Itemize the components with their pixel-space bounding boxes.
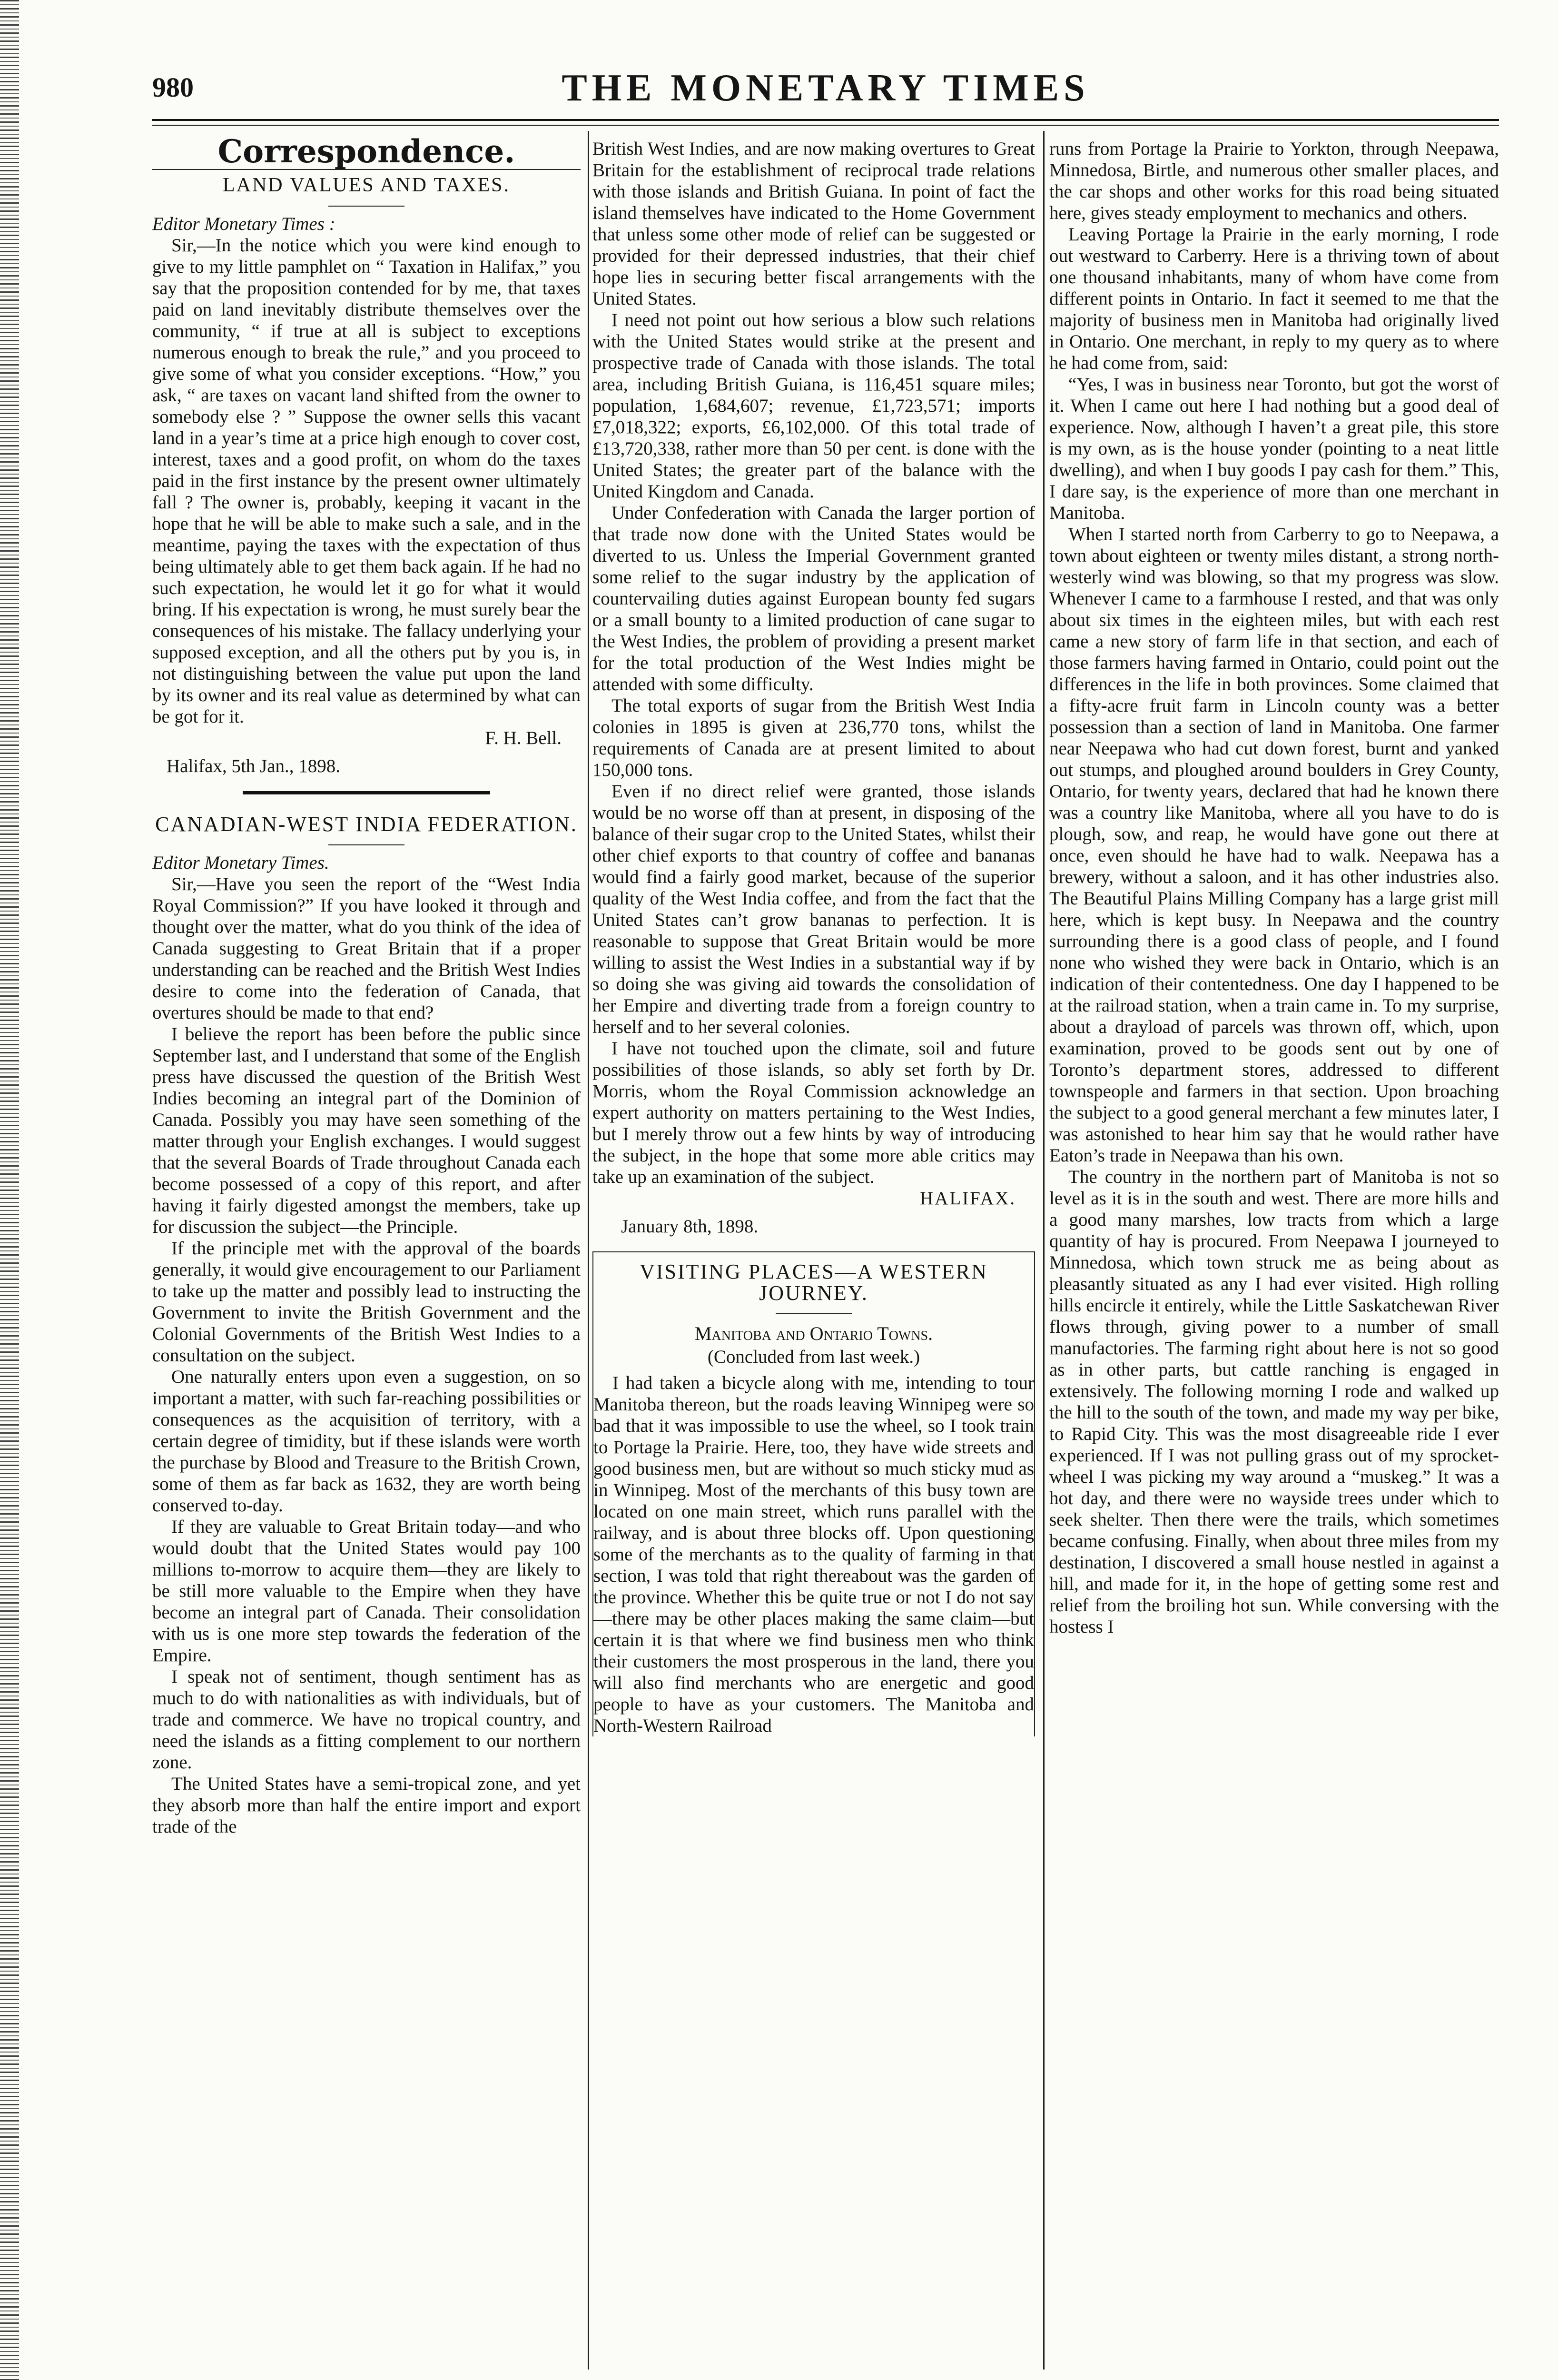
letter-paragraph: Sir,—Have you seen the report of the “West India Royal Commission?” If you have looked it through and thought over the matter, what do you think of the idea of Canada suggesting to Great Britain that if a proper understanding can be reached and the British West Indies desire to come into the federation of Canada, that overtures should be made to that end? [152, 874, 581, 1023]
dateline: Halifax, 5th Jan., 1898. [167, 756, 341, 776]
letter-heading: CANADIAN-WEST INDIA FEDERATION. [155, 813, 578, 836]
salutation: Editor Monetary Times : [152, 214, 335, 234]
section-title: Correspondence. [217, 133, 515, 170]
letter-paragraph: The total exports of sugar from the British West India colonies in 1895 is given at 236,770 tons, whilst the requirements of Canada are at present limited to about 150,000 tons. [592, 695, 1035, 780]
letter-paragraph: Sir,—In the notice which you were kind enough to give to my little pamphlet on “ Taxation in Halifax,” you say that the proposition contended for by me, that taxes paid on land inevitably distribute themselves over the community, “ if true at all is subject to exceptions numerous enough to break the rule,” and you proceed to give some of what you consider exceptions. “How,” you ask, “ are taxes on vacant land shifted from the owner to somebody else ? ” Suppose the owner sells this vacant land in a year’s time at a price high enough to cover cost, interest, taxes and a good profit, on whom do the taxes paid in the first instance by the present owner ultimately fall ? The owner is, probably, keeping it vacant in the hope that he will be able to make such a sale, and in the meantime, paying the taxes with the expectation of thus being ultimately able to get them back again. If he had no such expectation, he would let it go for what it would bring. If his expectation is wrong, he must surely bear the consequences of his mistake. The fallacy underlying your supposed exception, and all the others put by you is, in not distinguishing between the value put upon the land by its owner and its real value as determined by what can be got for it. [152, 235, 581, 727]
publication-title: THE MONETARY TIMES [562, 67, 1090, 109]
letter-paragraph: I need not point out how serious a blow such relations with the United States would strike at the present and prospective trade of Canada with those islands. The total area, including British Guiana, is 116,451 square miles; population, 1,684,607; revenue, £1,723,571; imports £7,018,322; exports, £6,102,000. Of this total trade of £13,720,338, rather more than 50 per cent. is done with the United States; the greater part of the balance with the United Kingdom and Canada. [592, 310, 1035, 502]
letter-paragraph: The United States have a semi-tropical zone, and yet they absorb more than half the entire import and export trade of the [152, 1774, 581, 1837]
article-paragraph: I had taken a bicycle along with me, intending to tour Manitoba thereon, but the roads leaving Winnipeg were so bad that it was impossible to use the wheel, so I took train to Portage la Prairie. Here, too, they have wide streets and good business men, but are without so much sticky mud as in Winnipeg. Most of the merchants of this busy town are located on one main street, which runs parallel with the railway, and is about three blocks off. Upon questioning some of the merchants as to the quality of farming in that section, I was told that right thereabout was the garden of the province. Whether this be quite true or not I do not say—there may be other places making the same claim—but certain it is that where we find business men who think their customers the most prosperous in the land, there you will also find merchants who are energetic and good people to have as your customers. The Manitoba and North-Western Railroad [593, 1373, 1034, 1736]
dateline: January 8th, 1898. [621, 1216, 759, 1237]
salutation: Editor Monetary Times. [152, 853, 329, 873]
article-paragraph: “Yes, I was in business near Toronto, but got the worst of it. When I came out here I had nothing but a good deal of experience. Now, although I haven’t a great pile, this store is my own, as is the house yonder (pointing to a neat little dwelling), and when I buy goods I pay cash for them.” This, I dare say, is the experience of more than one merchant in Manitoba. [1049, 374, 1499, 523]
article-paragraph: runs from Portage la Prairie to Yorkton, through Neepawa, Minnedosa, Birtle, and numerous other smaller places, and the car shops and other works for this road being situated here, gives steady employment to mechanics and others. [1049, 139, 1499, 223]
signature: HALIFAX. [919, 1188, 1016, 1209]
letter-paragraph: I believe the report has been before the public since September last, and I understand that some of the English press have discussed the question of the British West Indies becoming an integral part of the Dominion of Canada. Possibly you may have seen something of the matter through your English exchanges. I would suggest that the several Boards of Trade throughout Canada each become possessed of a copy of this report, and after having it fairly digested amongst the members, take up for discussion the subject—the Principle. [152, 1024, 581, 1237]
letter-paragraph: Under Confederation with Canada the larger portion of that trade now done with the United States would be diverted to us. Unless the Imperial Government granted some relief to the sugar industry by the application of countervailing duties against European bounty fed sugars or a small bounty to a limited production of cane sugar to the West Indies, the problem of providing a present market for the total production of the West Indies might be attended with some difficulty. [592, 503, 1035, 694]
masthead [152, 67, 1499, 114]
masthead-rule-thin [152, 125, 1499, 126]
letter-paragraph: If the principle met with the approval of the boards generally, it would give encouragement to our Parliament to take up the matter and possibly lead to instructing the Government to invite the British Government and the Colonial Governments of the British West Indies to a consultation on the subject. [152, 1238, 581, 1366]
letter-paragraph: If they are valuable to Great Britain today—and who would doubt that the United States would pay 100 millions to-morrow to acquire them—they are likely to be still more valuable to the Empire when they have become an integral part of Canada. Their consolidation with us is one more step towards the federation of the Empire. [152, 1517, 581, 1666]
letter-heading: LAND VALUES AND TAXES. [222, 174, 511, 196]
article-note: (Concluded from last week.) [707, 1347, 920, 1367]
divider [328, 206, 404, 207]
letter-paragraph: British West Indies, and are now making overtures to Great Britain for the establishment of reciprocal trade relations with those islands and British Guiana. In point of fact the island themselves have indicated to the Home Government that unless some other mode of relief can be suggested or provided for their depressed industries, that their chief hope lies in securing better fiscal arrangements with the United States. [592, 139, 1035, 309]
article-box [592, 1251, 1035, 1736]
page-number: 980 [152, 72, 194, 103]
column-divider-2 [1043, 131, 1045, 2370]
signature: F. H. Bell. [485, 728, 562, 748]
binding-edge [0, 0, 19, 2380]
column-divider-1 [588, 131, 589, 2370]
column-3 [1049, 138, 1499, 1637]
column-1 [152, 133, 581, 1837]
article-paragraph: The country in the northern part of Manitoba is not so level as it is in the south and west. There are more hills and a good many marshes, low tracts from which a large quantity of hay is procured. From Neepawa I journeyed to Minnedosa, which town struck me as being about as pleasantly situated as any I had ever visited. High rolling hills encircle it entirely, while the Little Saskatchewan River flows through, giving power to a number of small manufactories. The farming right about here is not so good as in other parts, but cattle ranching is engaged in extensively. The following morning I rode and walked up the hill to the south of the town, and made my way per bike, to Rapid City. This was the most disagreeable ride I ever experienced. If I was not pulling grass out of my sprocket-wheel I was picking my way around a “muskeg.” It was a hot day, and there were no wayside trees under which to seek shelter. Then there were the trails, which sometimes became confusing. Finally, when about three miles from my destination, I discovered a small house nestled in against a hill, and made for it, in the hope of getting some rest and relief from the broiling hot sun. While conversing with the hostess I [1049, 1167, 1499, 1637]
letter-paragraph: One naturally enters upon even a suggestion, on so important a matter, with such far-reaching possibilities or consequences as the acquisition of territory, with a certain degree of timidity, but if these islands were worth the purchase by Blood and Treasure to the British Crown, some of them as far back as 1632, they are worth being conserved to-day. [152, 1367, 581, 1516]
column-2 [592, 138, 1035, 1736]
divider [776, 1313, 852, 1314]
article-paragraph: Leaving Portage la Prairie in the early morning, I rode out westward to Carberry. Here is a thriving town of about one thousand inhabitants, many of whom have come from different points in Ontario. In fact it seemed to me that the majority of business men in Manitoba had originally lived in Ontario. One merchant, in reply to my query as to where he had come from, said: [1049, 224, 1499, 373]
section-rule [243, 791, 490, 794]
letter-paragraph: I speak not of sentiment, though sentiment has as much to do with nationalities as with individuals, but of trade and commerce. We have no tropical country, and need the islands as a fitting complement to our northern zone. [152, 1666, 581, 1773]
masthead-rule [152, 119, 1499, 121]
divider [328, 844, 404, 845]
letter-paragraph: Even if no direct relief were granted, those islands would be no worse off than at present, in disposing of the balance of their sugar crop to the United States, whilst their other chief exports to that country of coffee and bananas would find a fairly good market, because of the superior quality of the West India coffee, and from the fact that the United States can’t grow bananas to perfection. It is reasonable to suppose that Great Britain would be more willing to assist the West Indies in a substantial way if by so doing she was giving aid towards the consolidation of her Empire and diverting trade from a foreign country to herself and to her several colonies. [592, 781, 1035, 1037]
article-subheading: Manitoba and Ontario Towns. [694, 1323, 933, 1344]
article-paragraph: When I started north from Carberry to go to Neepawa, a town about eighteen or twenty miles distant, a strong north-westerly wind was blowing, so that my progress was slow. Whenever I came to a farmhouse I rested, and that was only about six times in the eighteen miles, but with each rest came a new story of farm life in that section, and each of those farmers having farmed in Ontario, could point out the differences in the life in both provinces. Some claimed that a fifty-acre fruit farm in Lincoln county was a better possession than a section of land in Manitoba. One farmer near Neepawa who had cut down forest, burnt and yanked out stumps, and ploughed around boulders in Grey County, Ontario, for twenty years, declared that had he known there was a country like Manitoba, where all you have to do is plough, sow, and reap, he would have gone out there at once, even should he have had to walk. Neepawa has a brewery, without a saloon, and it has other industries also. The Beautiful Plains Milling Company has a large grist mill here, which is kept busy. In Neepawa and the country surrounding there is a good class of people, and I found none who wished they were back in Ontario, which is an indication of their contentedness. One day I happened to be at the railroad station, when a train came in. To my surprise, about a drayload of parcels was thrown off, which, upon examination, proved to be goods sent out by one of Toronto’s department stores, addressed to different townspeople and farmers in that section. Upon broaching the subject to a good general merchant a few minutes later, I was astonished to hear him say that he would rather have Eaton’s trade in Neepawa than his own. [1049, 524, 1499, 1166]
letter-paragraph: I have not touched upon the climate, soil and future possibilities of those islands, so ably set forth by Dr. Morris, whom the Royal Commission acknowledge an expert authority on matters pertaining to the West Indies, but I merely throw out a few hints by way of introducing the subject, in the hope that some more able critics may take up an examination of the subject. [592, 1038, 1035, 1187]
article-heading: VISITING PLACES—A WESTERN JOURNEY. [640, 1260, 988, 1305]
